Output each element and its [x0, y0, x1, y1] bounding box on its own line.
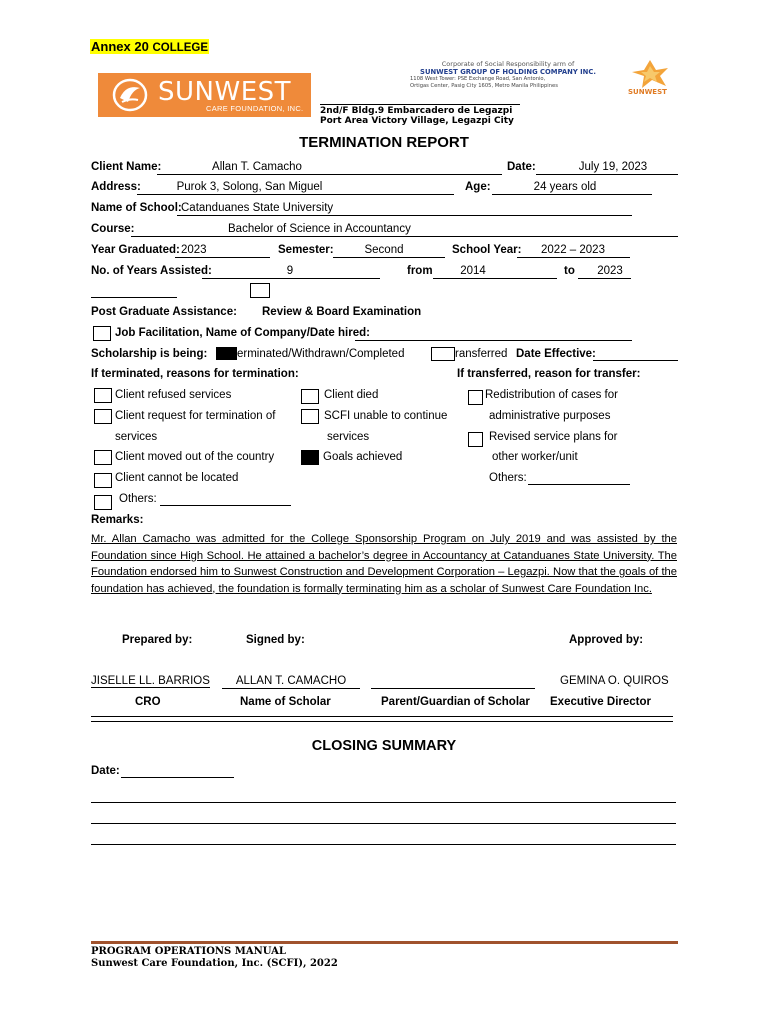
termination-reasons-heading: If terminated, reasons for termination:	[91, 368, 299, 380]
small-logo-text: SUNWEST	[628, 88, 667, 96]
age-value: 24 years old	[533, 181, 597, 193]
corporate-line-1: Corporate of Social Responsibility arm of	[441, 60, 575, 68]
address-line-1: 2nd/F Bldg.9 Embarcadero de Legazpi	[320, 106, 513, 116]
client-not-located-checkbox[interactable]	[94, 473, 112, 488]
client-request-checkbox[interactable]	[94, 409, 112, 424]
reason-others-label: Others:	[119, 493, 157, 505]
transfer-redistribution-cont: administrative purposes	[489, 410, 611, 422]
address-label: Address:	[91, 181, 141, 193]
school-label: Name of School:	[91, 202, 182, 214]
school-year-label: School Year:	[452, 244, 522, 256]
transfer-redistribution: Redistribution of cases for	[485, 389, 618, 401]
transfer-others-label: Others:	[489, 472, 527, 484]
director-name: GEMINA O. QUIROS	[560, 675, 669, 687]
section-divider	[91, 716, 673, 722]
job-facilitation-checkbox[interactable]	[93, 326, 111, 341]
footer-line-2: Sunwest Care Foundation, Inc. (SCFI), 2022	[91, 958, 338, 969]
goals-achieved-checkbox[interactable]	[301, 450, 319, 465]
transferred-checkbox[interactable]	[431, 347, 455, 361]
from-value: 2014	[460, 265, 486, 277]
semester-value: Second	[364, 244, 404, 256]
client-refused-checkbox[interactable]	[94, 388, 112, 403]
course-value: Bachelor of Science in Accountancy	[228, 223, 411, 235]
office-address	[320, 104, 520, 126]
sunwest-small-logo	[624, 58, 676, 100]
post-graduate-label: Post Graduate Assistance:	[91, 306, 237, 318]
footer	[91, 946, 338, 970]
terminated-checkbox[interactable]	[216, 347, 237, 360]
date-effective-label: Date Effective:	[516, 348, 596, 360]
reason-client-request-cont: services	[115, 431, 158, 443]
scholar-title: Name of Scholar	[240, 696, 331, 708]
closing-date-label: Date:	[91, 765, 120, 777]
year-graduated-value: 2023	[181, 244, 207, 256]
years-assisted-value: 9	[286, 265, 294, 277]
footer-rule	[91, 941, 678, 944]
closing-summary-title: CLOSING SUMMARY	[311, 738, 457, 754]
reason-client-refused: Client refused services	[115, 389, 232, 401]
scfi-unable-checkbox[interactable]	[301, 409, 319, 424]
transfer-revised-plans-cont: other worker/unit	[492, 451, 578, 463]
corporate-line-3: 1108 West Tower: PSE Exchange Road, San Antonio,	[410, 76, 546, 82]
client-died-checkbox[interactable]	[301, 389, 319, 404]
reason-client-died: Client died	[324, 389, 379, 401]
reason-client-not-located: Client cannot be located	[115, 472, 239, 484]
scholarship-status-label: Scholarship is being:	[91, 348, 208, 360]
client-name-value: Allan T. Camacho	[212, 161, 302, 173]
remarks-text: Mr. Allan Camacho was admitted for the College Sponsorship Program on July 2019 and was assisted by the Foundation since High School. He attained a bachelor’s degree in Accountancy at Catanduanes State University. The Foundation endorsed him to Sunwest Construction and Development Corporation – Legazpi. Now that the goals of the foundation has achieved, the foundation is formally terminating him as a scholar of Sunwest Care Foundation Inc.	[91, 533, 677, 595]
reason-scfi-unable: SCFI unable to continue	[324, 410, 448, 422]
corporate-info	[408, 60, 608, 90]
signed-by-label: Signed by:	[246, 634, 305, 646]
guardian-title: Parent/Guardian of Scholar	[381, 696, 530, 708]
logo-subtitle: CARE FOUNDATION, INC.	[206, 104, 304, 113]
semester-label: Semester:	[278, 244, 334, 256]
prepared-by-label: Prepared by:	[122, 634, 193, 646]
reason-scfi-unable-cont: services	[327, 431, 370, 443]
summary-line-1	[91, 802, 676, 803]
date-value: July 19, 2023	[578, 161, 648, 173]
terminated-option-label: erminated/Withdrawn/Completed	[237, 348, 405, 360]
remarks-label: Remarks:	[91, 514, 144, 526]
address-value: Purok 3, Solong, San Miguel	[176, 181, 323, 193]
footer-line-1: PROGRAM OPERATIONS MANUAL	[91, 946, 286, 957]
transferred-option-label: ransferred	[455, 348, 508, 360]
age-label: Age:	[465, 181, 491, 193]
transfer-revised-plans: Revised service plans for	[489, 431, 618, 443]
job-facilitation-label: Job Facilitation, Name of Company/Date hired:	[115, 327, 370, 339]
address-line-2: Port Area Victory Village, Legazpi City	[320, 116, 514, 126]
page-title: TERMINATION REPORT	[299, 134, 469, 151]
sunwest-logo	[98, 73, 311, 117]
revised-plans-checkbox[interactable]	[468, 432, 483, 447]
cro-title: CRO	[135, 696, 161, 708]
logo-wordmark: SUNWEST	[158, 77, 292, 107]
annex-label: Annex 20 COLLEGE	[91, 39, 209, 54]
from-label: from	[407, 265, 433, 277]
review-board-label: Review & Board Examination	[262, 306, 422, 318]
transfer-reasons-heading: If transferred, reason for transfer:	[457, 368, 641, 380]
summary-line-2	[91, 823, 676, 824]
to-label: to	[564, 265, 575, 277]
date-label: Date:	[507, 161, 536, 173]
year-graduated-label: Year Graduated:	[91, 244, 180, 256]
client-name-label: Client Name:	[91, 161, 162, 173]
cro-name: JISELLE LL. BARRIOS	[91, 675, 210, 687]
reason-goals-achieved: Goals achieved	[323, 451, 403, 463]
approved-by-label: Approved by:	[569, 634, 644, 646]
years-assisted-label: No. of Years Assisted:	[91, 265, 212, 277]
reason-client-request: Client request for termination of	[115, 410, 276, 422]
school-value: Catanduanes State University	[181, 202, 334, 214]
redistribution-checkbox[interactable]	[468, 390, 483, 405]
scholar-name: ALLAN T. CAMACHO	[235, 675, 347, 687]
course-label: Course:	[91, 223, 135, 235]
star-logo-icon	[624, 58, 676, 90]
post-graduate-checkbox[interactable]	[250, 283, 270, 298]
client-moved-checkbox[interactable]	[94, 450, 112, 465]
others-termination-checkbox[interactable]	[94, 495, 112, 510]
corporate-line-2: SUNWEST GROUP OF HOLDING COMPANY INC.	[420, 68, 596, 76]
summary-line-3	[91, 844, 676, 845]
to-value: 2023	[597, 265, 623, 277]
director-title: Executive Director	[550, 696, 651, 708]
reason-client-moved: Client moved out of the country	[115, 451, 275, 463]
school-year-value: 2022 – 2023	[541, 244, 605, 256]
corporate-line-4: Ortigas Center, Pasig City 1605, Metro Manila Philippines	[410, 83, 558, 89]
leaf-icon	[112, 78, 148, 112]
